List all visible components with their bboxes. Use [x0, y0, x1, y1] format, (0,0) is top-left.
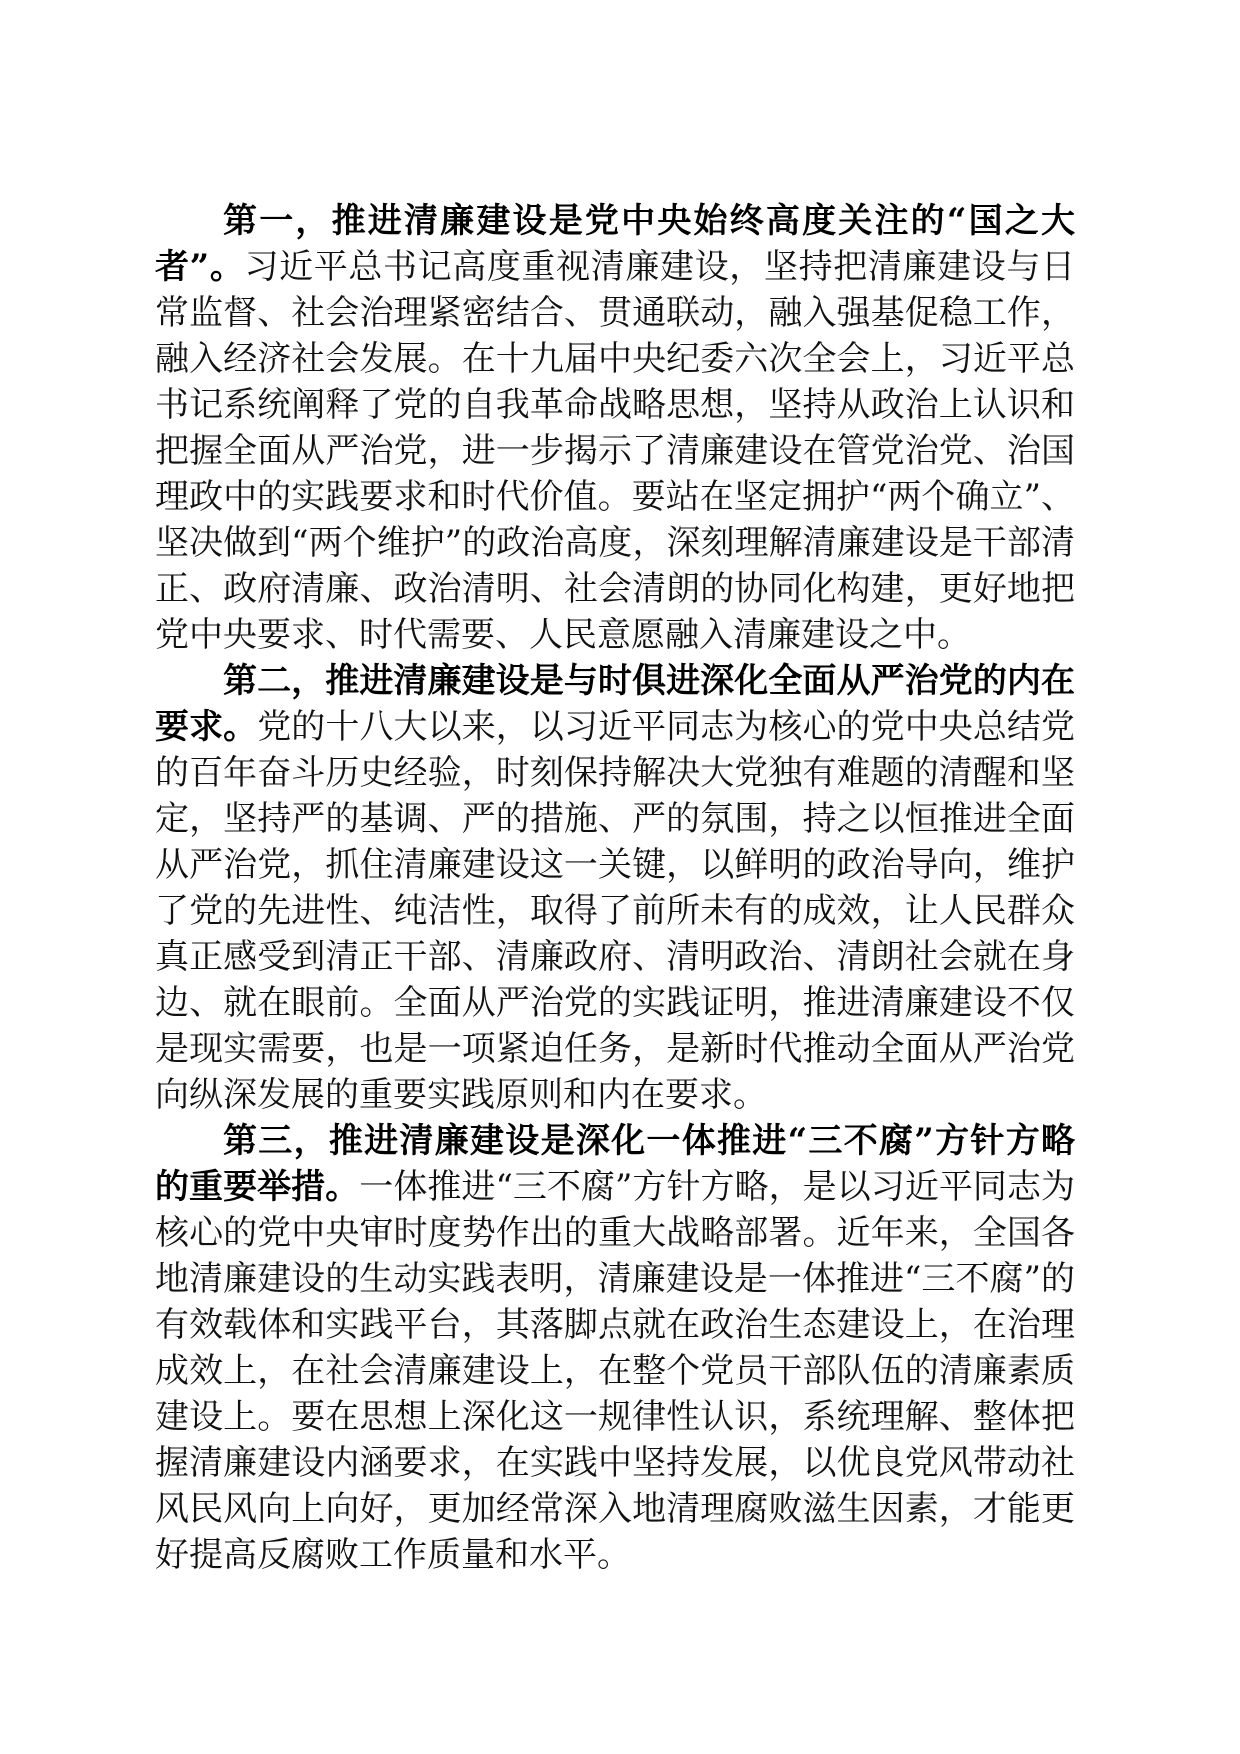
paragraph-text: 一体推进“三不腐”方针方略，是以习近平同志为核心的党中央审时度势作出的重大战略部署。近年来，全国各地清廉建设的生动实践表明，清廉建设是一体推进“三不腐”的有效载体和实践平台，其落脚点就在政治生态建设上，在治理成效上，在社会清廉建设上，在整个党员干部队伍的清廉素质建设上。要在思想上深化这一规律性认识，系统理解、整体把握清廉建设内涵要求，在实践中坚持发展，以优良党风带动社风民风向上向好，更加经常深入地清理腐败滋生因素，才能更好提高反腐败工作质量和水平。 — [155, 1167, 1076, 1575]
document-body — [155, 198, 1075, 1578]
paragraph-third — [155, 1118, 1075, 1578]
paragraph-lead: 第一，推进清廉建设是党中央始终高度关注的“国之大者”。 — [155, 201, 1075, 287]
paragraph-second — [155, 658, 1075, 1118]
paragraph-lead: 第三，推进清廉建设是深化一体推进“三不腐”方针方略的重要举措。 — [155, 1121, 1075, 1207]
paragraph-lead: 第二，推进清廉建设是与时俱进深化全面从严治党的内在要求。 — [155, 661, 1075, 747]
paragraph-text: 党的十八大以来，以习近平同志为核心的党中央总结党的百年奋斗历史经验，时刻保持解决大党独有难题的清醒和坚定，坚持严的基调、严的措施、严的氛围，持之以恒推进全面从严治党，抓住清廉建设这一关键，以鲜明的政治导向，维护了党的先进性、纯洁性，取得了前所未有的成效，让人民群众真正感受到清正干部、清廉政府、清明政治、清朗社会就在身边、就在眼前。全面从严治党的实践证明，推进清廉建设不仅是现实需要，也是一项紧迫任务，是新时代推动全面从严治党向纵深发展的重要实践原则和内在要求。 — [155, 707, 1076, 1115]
paragraph-first — [155, 198, 1075, 658]
paragraph-text: 习近平总书记高度重视清廉建设，坚持把清廉建设与日常监督、社会治理紧密结合、贯通联动，融入强基促稳工作，融入经济社会发展。在十九届中央纪委六次全会上，习近平总书记系统阐释了党的自我革命战略思想，坚持从政治上认识和把握全面从严治党，进一步揭示了清廉建设在管党治党、治国理政中的实践要求和时代价值。要站在坚定拥护“两个确立”、坚决做到“两个维护”的政治高度，深刻理解清廉建设是干部清正、政府清廉、政治清明、社会清朗的协同化构建，更好地把党中央要求、时代需要、人民意愿融入清廉建设之中。 — [155, 247, 1075, 655]
